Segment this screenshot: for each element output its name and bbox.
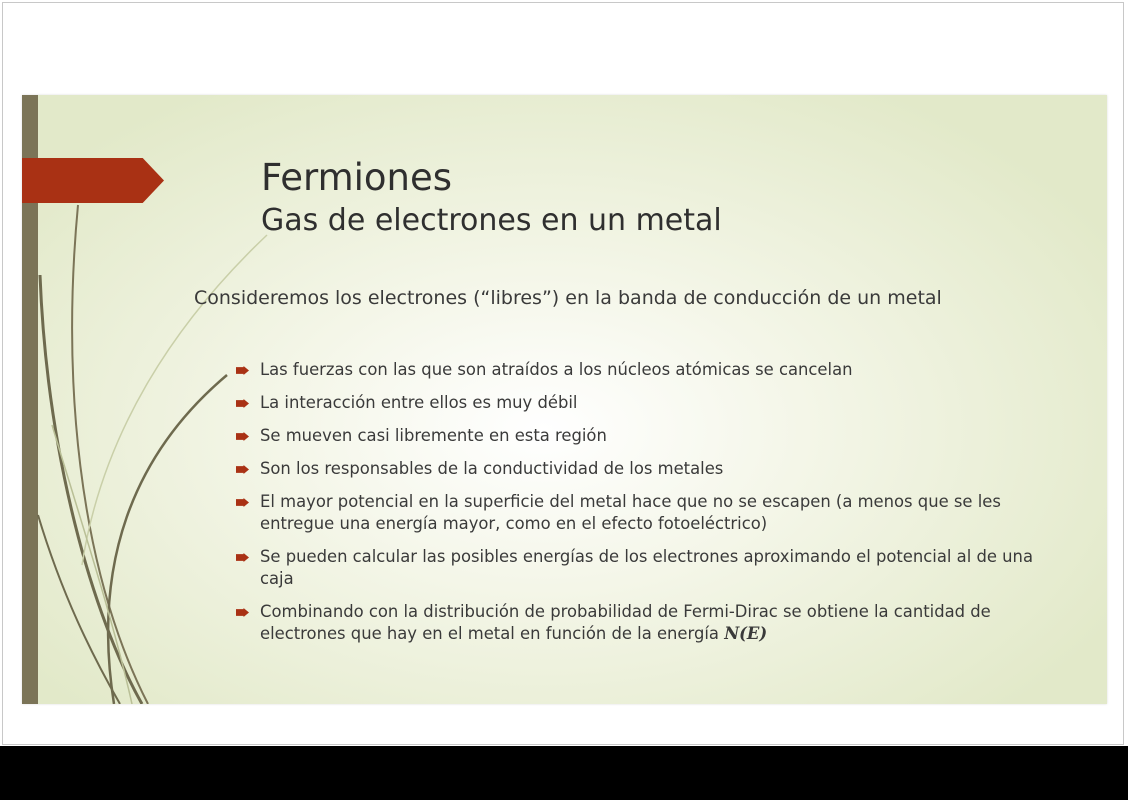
bullet-item xyxy=(236,359,1036,381)
slide xyxy=(22,95,1107,704)
bullet-text: La interacción entre ellos es muy débil xyxy=(260,393,578,412)
slide-subtitle: Gas de electrones en un metal xyxy=(261,203,722,238)
bullet-item xyxy=(236,546,1036,590)
bottom-black-bar xyxy=(0,746,1128,800)
bullet-text: Se pueden calcular las posibles energías de los electrones aproximando el potencial al de una caja xyxy=(260,547,1033,588)
right-arrow-bullet-icon xyxy=(236,498,249,507)
bullet-text: El mayor potencial en la superficie del metal hace que no se escapen (a menos que se les entregue una energía mayor, como en el efecto fotoeléctrico) xyxy=(260,492,1001,533)
bullet-item xyxy=(236,425,1036,447)
bullet-item xyxy=(236,458,1036,480)
formula-n-of-e: N(E) xyxy=(724,624,768,643)
bullet-item xyxy=(236,491,1036,535)
bullet-text: Son los responsables de la conductividad de los metales xyxy=(260,459,724,478)
bullet-item xyxy=(236,601,1036,645)
right-arrow-bullet-icon xyxy=(236,465,249,474)
right-arrow-bullet-icon xyxy=(236,553,249,562)
bullet-list xyxy=(236,359,1036,656)
bullet-text: Se mueven casi libremente en esta región xyxy=(260,426,607,445)
right-arrow-bullet-icon xyxy=(236,432,249,441)
bullet-text: Combinando con la distribución de probabilidad de Fermi-Dirac se obtiene la cantidad de electrones que hay en el metal en función de la energía xyxy=(260,602,991,643)
right-arrow-bullet-icon xyxy=(236,608,249,617)
right-arrow-bullet-icon xyxy=(236,366,249,375)
slide-title: Fermiones xyxy=(261,156,453,199)
intro-text: Consideremos los electrones (“libres”) en la banda de conducción de un metal xyxy=(194,287,942,309)
bullet-item xyxy=(236,392,1036,414)
right-arrow-bullet-icon xyxy=(236,399,249,408)
title-arrow-tab xyxy=(22,158,164,203)
bullet-text: Las fuerzas con las que son atraídos a los núcleos atómicas se cancelan xyxy=(260,360,853,379)
